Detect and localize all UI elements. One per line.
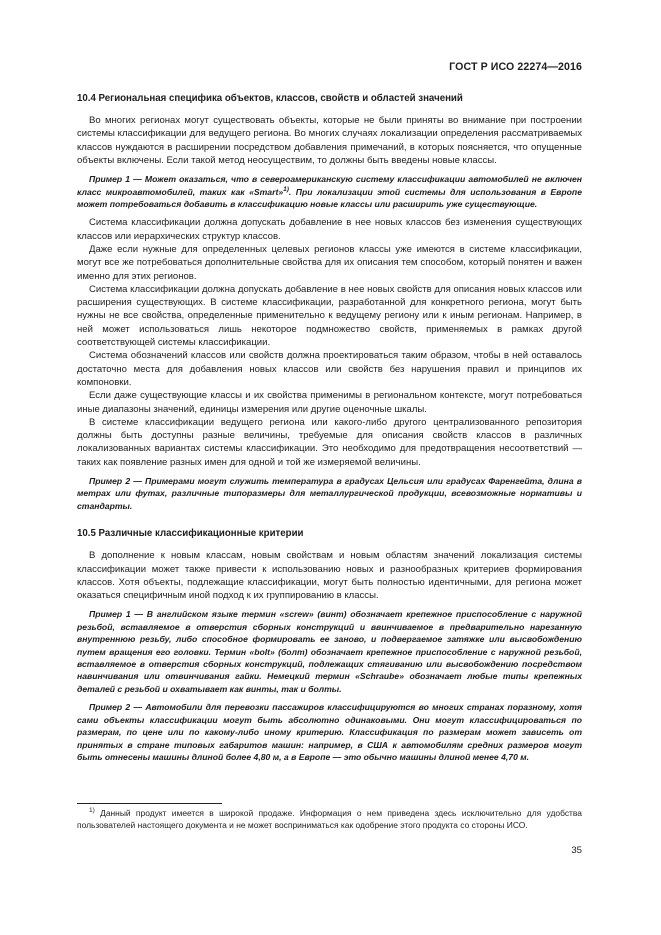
example-1-note: Пример 1 — В английском языке термин «screw» (винт) обозначает крепежное приспособление с наружной резьбой, вставляемое в отверстия сборных конструкций и ввинчиваемое в предварительно нарезанную внутреннюю резьбу, либо способное формировать ее заново, и подвергаемое затяжке или высвобождению путем вращения его головки. Термин «bolt» (болт) обозначает крепежное приспособление с наружной резьбой, вставляемое в отверстия сборных конструкций, подлежащих стягиванию или высвобождению посредством навинчивания или отвинчивания гайки. Немецкий термин «Schraube» обозначает любые типы крепежных деталей с резьбой и охватывает как винты, так и болты. [77, 609, 582, 694]
example-text: Пример 1 — Может оказаться, что в североамериканскую систему классификации автомобилей не включен класс микроавтомобилей, таких как «Smart» [77, 174, 582, 197]
section-10-4-heading: 10.4 Региональная специфика объектов, классов, свойств и областей значений [77, 93, 463, 104]
section-10-5-heading: 10.5 Различные классификационные критерии [77, 528, 304, 540]
example-1-note [77, 173, 582, 210]
footnote-ref[interactable]: 1) [283, 185, 289, 193]
footnote-text: Данный продукт имеется в широкой продаже. Информация о нем приведена здесь исключительно для удобства пользователей настоящего документа и не может восприниматься как одобрение этого продукта со стороны ИСО. [77, 808, 582, 831]
document-id: ГОСТ Р ИСО 22274—2016 [449, 61, 582, 73]
paragraph: Даже если нужные для определенных целевых регионов классы уже имеются в системе классификации, могут все же потребоваться дополнительные свойства для их описания тем способом, который понятен и важен именно для этих регионов. [77, 244, 582, 282]
paragraph: Система классификации должна допускать добавление в нее новых классов без изменения существующих классов или иерархических структур классов. [77, 217, 582, 242]
footnote [77, 807, 582, 831]
paragraph: Система классификации должна допускать добавление в нее новых свойств для описания новых классов или расширения существующих. В системе классификации, разработанной для конкретного региона, могут быть нужны не все свойства, определенные применительно к ведущему региону или к иным регионам. Например, в ней может использоваться лишь некоторое подмножество свойств, применяемых в рамках другой соответствующей системы классификации. [77, 283, 582, 349]
paragraph: Во многих регионах могут существовать объекты, которые не были приняты во внимание при построении системы классификации для ведущего региона. Во многих случаях локализации определения рассматриваемых классов нуждаются в расширении посредством добавления примечаний, в которых поясняется, что опущенные объекты включены. Если такой метод неосуществим, то должны быть введены новые классы. [77, 115, 582, 166]
paragraph: В системе классификации ведущего региона или какого-либо другого централизованного репозитория должны быть доступны разные величины, требуемые для описания свойств классов в различных локализованных вариантах системы классификации. Это необходимо для предотвращения несоответствий — таких как появление разных имен для одной и той же измеряемой величины. [77, 416, 582, 468]
page-content [77, 92, 582, 769]
page-number: 35 [571, 845, 582, 856]
paragraph: Если даже существующие классы и их свойства применимы в региональном контексте, могут потребоваться иные диапазоны значений, единицы измерения или другие оценочные шкалы. [77, 390, 582, 415]
footnote-mark: 1) [89, 807, 95, 815]
footnote-divider [77, 803, 222, 804]
paragraph: В дополнение к новым классам, новым свойствам и новым областям значений локализация системы классификации может также привести к использованию новых и разнообразных критериев формирования классов. Хотя объекты, подлежащие классификации, могут быть полностью идентичными, для региона может оказаться специфичным иной подход к их группированию в классы. [77, 550, 582, 602]
paragraph: Система обозначений классов или свойств должна проектироваться таким образом, чтобы в ней оставалось достаточно места для добавления новых классов или свойств без нарушения правил и принципов их компоновки. [77, 350, 582, 388]
example-2-note: Пример 2 — Автомобили для перевозки пассажиров классифицируются во многих странах поразному, хотя сами объекты классификации могут быть абсолютно одинаковыми. Они могут классифицироваться по размерам, по цене или по какому-либо иному критерию. Классификация по размерам может зависеть от принятых в стране типовых габаритов машин: например, в США к автомобилям средних размеров могут быть отнесены машины длиной более 4,80 м, а в Европе — это обычно машины длиной менее 4,70 м. [77, 702, 582, 762]
example-2-note: Пример 2 — Примерами могут служить температура в градусах Цельсия или градусах Фаренгейта, длина в метрах или футах, различные типоразмеры для металлургической продукции, всевозможные нормативы и стандарты. [77, 476, 582, 511]
example-text: . При локализации этой системы для использования в Европе может потребоваться добавить в классификацию новые классы или расширить уже существующие. [77, 186, 582, 209]
